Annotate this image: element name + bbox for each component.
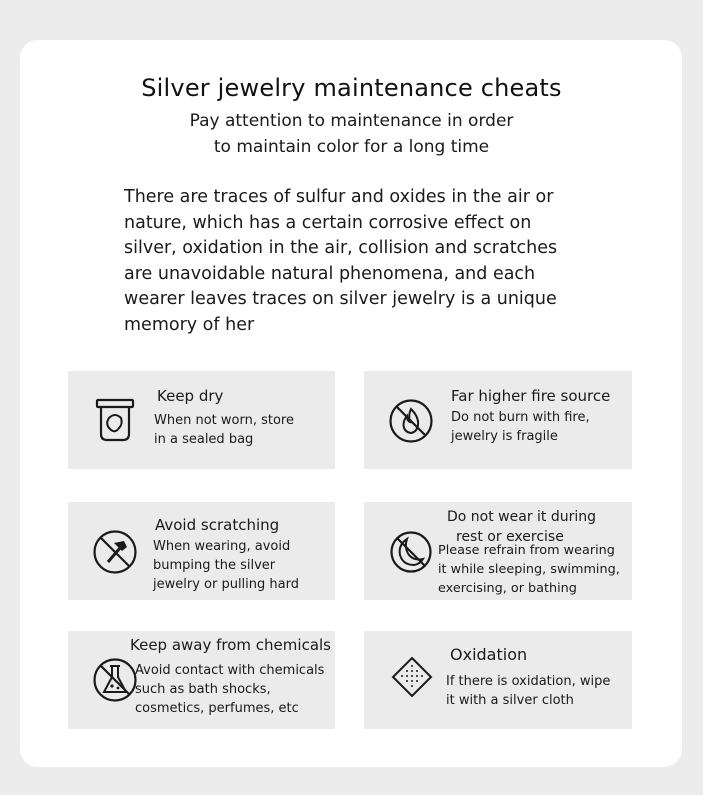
tip-description-line: such as bath shocks,	[135, 682, 271, 697]
intro-line: nature, which has a certain corrosive effect on	[124, 212, 532, 233]
tip-title: Avoid scratching	[155, 516, 280, 534]
tip-description-line: jewelry is fragile	[451, 429, 558, 444]
no-moon-icon	[389, 530, 433, 574]
no-hammer-icon	[92, 529, 138, 575]
intro-line: memory of her	[124, 314, 255, 335]
tip-title: Oxidation	[450, 645, 528, 664]
tip-title-line: rest or exercise	[456, 529, 564, 545]
tip-description	[135, 661, 324, 718]
tip-description-line: in a sealed bag	[154, 432, 254, 447]
tip-card-keep-dry	[68, 371, 335, 469]
tip-description-line: If there is oxidation, wipe	[446, 674, 611, 689]
tip-description-line: Avoid contact with chemicals	[135, 663, 325, 678]
tip-description-line: exercising, or bathing	[438, 581, 577, 596]
page-subtitle	[0, 108, 703, 160]
tip-description-line: it with a silver cloth	[446, 693, 574, 708]
tip-description-line: bumping the silver	[153, 558, 276, 573]
intro-line: silver, oxidation in the air, collision and scratches	[124, 238, 558, 258]
tip-description-line: Please refrain from wearing	[438, 543, 615, 558]
tip-description-line: When not worn, store	[154, 413, 294, 428]
tip-description	[446, 672, 610, 710]
tip-title: Keep away from chemicals	[130, 636, 331, 654]
tip-description-line: cosmetics, perfumes, etc	[135, 701, 299, 716]
tip-title: Keep dry	[157, 387, 224, 405]
intro-line: are unavoidable natural phenomena, and each	[124, 263, 536, 284]
subtitle-line: to maintain color for a long time	[213, 137, 490, 157]
tip-card-chemicals	[68, 631, 335, 729]
tip-description	[154, 411, 294, 449]
tip-description-line: When wearing, avoid	[153, 539, 291, 554]
tip-title-line: Do not wear it during	[447, 509, 597, 525]
intro-line: wearer leaves traces on silver jewelry is a unique	[124, 289, 557, 309]
sealed-jar-icon	[95, 398, 135, 442]
tip-description-line: it while sleeping, swimming,	[438, 562, 620, 577]
tip-description	[438, 541, 620, 598]
tip-card-rest-exercise	[364, 502, 632, 600]
intro-line: There are traces of sulfur and oxides in the air or	[124, 187, 554, 207]
tip-description	[451, 408, 590, 446]
tip-description	[153, 537, 299, 594]
tip-description-line: jewelry or pulling hard	[153, 577, 299, 592]
tip-title: Far higher fire source	[451, 387, 611, 405]
subtitle-line: Pay attention to maintenance in order	[189, 111, 514, 131]
tip-card-avoid-scratching	[68, 502, 335, 600]
tip-card-oxidation	[364, 631, 632, 729]
tip-card-fire-source	[364, 371, 632, 469]
no-fire-icon	[388, 398, 434, 444]
intro-paragraph	[124, 185, 594, 338]
oxidation-diamond-icon	[390, 655, 434, 699]
page-title: Silver jewelry maintenance cheats	[141, 74, 562, 102]
no-chemical-flask-icon	[92, 657, 138, 703]
tip-description-line: Do not burn with fire,	[451, 410, 590, 425]
